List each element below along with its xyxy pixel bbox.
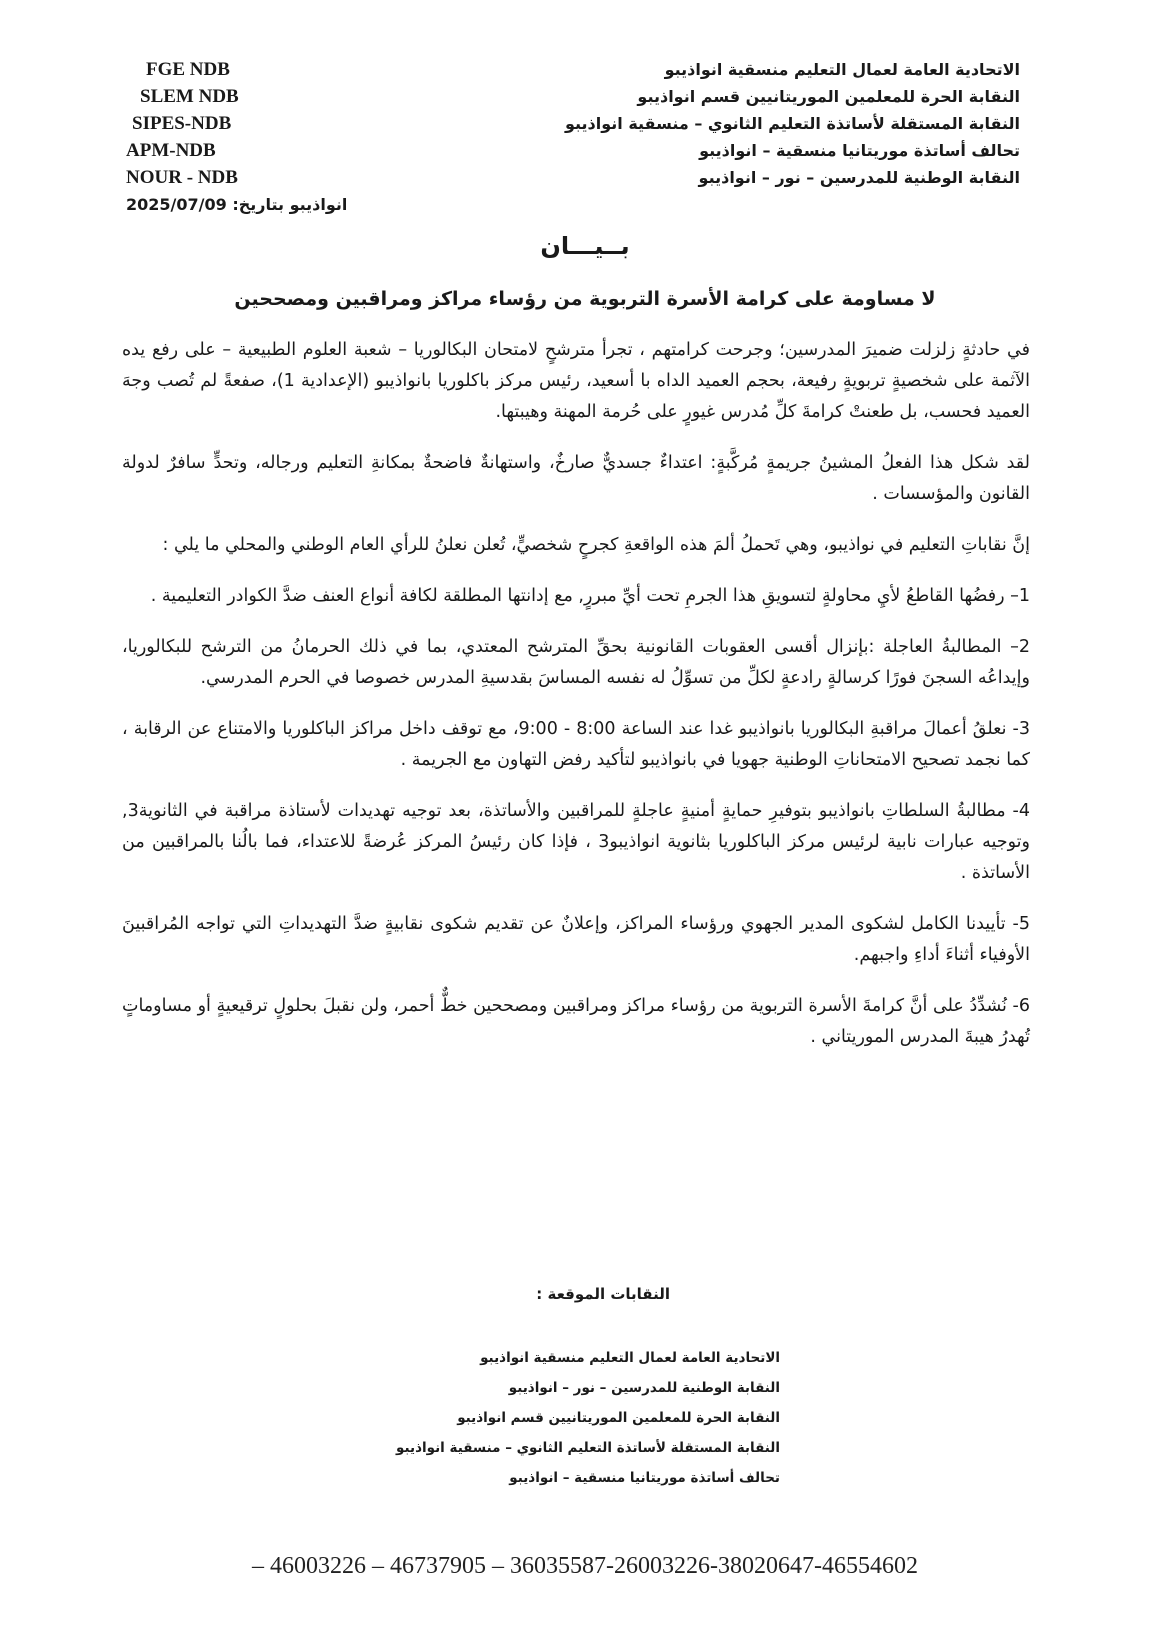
- union-name: النقابة الحرة للمعلمين الموريتانيين قسم انواذيبو: [637, 87, 1020, 106]
- paragraph: لقد شكل هذا الفعلُ المشينُ جريمةٍ مُركَّبةٍ: اعتداءٌ جسديٌّ صارخٌ، واستهانةٌ فاضحةٌ بمكانةِ التعليم ورجاله، وتحدٍّ سافرٌ لدولة القانون والمؤسسات .: [122, 453, 1030, 504]
- union-name: النقابة المستقلة لأساتذة التعليم الثانوي – منسقية انواذيبو: [564, 114, 1020, 133]
- paragraph: 6- نُشدِّدُ على أنَّ كرامةَ الأسرة التربوية من رؤساء مراكز ومراقبين ومصححين خطٌّ أحمر، ولن نقبلَ بحلولٍ ترقيعيةٍ أو مساوماتٍ تُهدرُ هيبةَ المدرس الموريتاني .: [122, 996, 1030, 1047]
- union-name: تحالف أساتذة موريتانيا منسقية – انواذيبو: [699, 141, 1020, 160]
- paragraph: 4- مطالبةُ السلطاتِ بانواذيبو بتوفيرِ حمايةٍ أمنيةٍ عاجلةٍ للمراقبين والأساتذة، بعد توجيه تهديدات لأستاذة مراقبة في الثانوية3, وتوجيه عبارات نابية لرئيس مركز الباكلوريا بثانوية انواذيبو3 ، فإذا كان رئيسُ المركز عُرضةً للاعتداء، فما بالُنا بالمراقبين من الأساتذة .: [122, 801, 1030, 883]
- union-code: FGE NDB: [146, 59, 230, 80]
- signatories-heading: النقابات الموقعة :: [536, 1285, 670, 1303]
- document-title: بــيـــان: [540, 232, 630, 260]
- phone-numbers-footer: – 46003226 – 46737905 – 36035587-26003226-38020647-46554602: [252, 1553, 918, 1579]
- union-names-header: [500, 56, 1020, 191]
- union-codes-header: [126, 56, 386, 218]
- union-code: NOUR - NDB: [126, 167, 238, 188]
- paragraph: 5- تأييدنا الكامل لشكوى المدير الجهوي ورؤساء المراكز، وإعلانٌ عن تقديم شكوى نقابيةٍ ضدَّ التهديداتِ التي تواجه المُراقبينَ الأوفياء أثناءَ أداءِ واجبهم.: [122, 914, 1030, 965]
- signatory: النقابة المستقلة لأساتذة التعليم الثانوي – منسقية انواذيبو: [396, 1440, 780, 1456]
- date-line: انواذيبو بتاريخ: 2025/07/09: [126, 195, 348, 214]
- union-code: SLEM NDB: [140, 86, 239, 107]
- signatory: تحالف أساتذة موريتانيا منسقية – انواذيبو: [509, 1470, 780, 1486]
- signatory: النقابة الحرة للمعلمين الموريتانيين قسم انواذيبو: [457, 1410, 780, 1426]
- paragraph: في حادثةٍ زلزلت ضميرَ المدرسين؛ وجرحت كرامتهم ، تجرأ مترشحٍ لامتحان البكالوريا – شعبة العلوم الطبيعية – على رفع يده الآثمة على شخصيةٍ تربويةٍ رفيعة، بحجم العميد الداه با أسعيد، رئيس مركز باكلوريا بانواذيبو (الإعدادية 1)، صفعةً لم تُصب وجهَ العميد فحسب، بل طعنتْ كرامةَ كلِّ مُدرس غيورٍ على حُرمة المهنة وهيبتها.: [122, 340, 1031, 422]
- paragraph: 3- نعلقُ أعمالَ مراقبةِ البكالوريا بانواذيبو غدا عند الساعة 8:00 - 9:00، مع توقف داخل مراكز الباكلوريا والامتناع عن الرقابة ، كما نجمد تصحيح الامتحاناتِ الوطنية جهويا في بانواذيبو لتأكيد رفض التهاون مع الجريمة .: [122, 719, 1030, 770]
- statement-body: [122, 335, 1030, 1073]
- union-name: النقابة الوطنية للمدرسين – نور – انواذيبو: [698, 168, 1020, 187]
- paragraph: 2– المطالبةُ العاجلة :بإنزال أقسى العقوبات القانونية بحقِّ المترشح المعتدي، بما في ذلك الحرمانُ من الترشح للبكالوريا، وإيداعُه السجنَ فورًا كرسالةٍ رادعةٍ لكلِّ من تسوِّلُ له نفسه المساسَ بقدسيةِ المدرس خصوصا في الحرم المدرسي.: [122, 637, 1030, 688]
- signatories-list: [360, 1343, 780, 1493]
- document-subtitle: لا مساومة على كرامة الأسرة التربوية من رؤساء مراكز ومراقبين ومصححين: [234, 288, 936, 310]
- union-name: الاتحادية العامة لعمال التعليم منسقية انواذيبو: [664, 60, 1020, 79]
- paragraph: إنَّ نقاباتِ التعليم في نواذيبو، وهي تَحملُ ألمَ هذه الواقعةِ كجرحٍ شخصيٍّ، تُعلن نعلنُ للرأي العام الوطني والمحلي ما يلي :: [162, 535, 1030, 555]
- union-code: APM-NDB: [126, 140, 216, 161]
- signatory: النقابة الوطنية للمدرسين – نور – انواذيبو: [508, 1380, 780, 1396]
- signatory: الاتحادية العامة لعمال التعليم منسقية انواذيبو: [480, 1350, 780, 1366]
- union-code: SIPES-NDB: [132, 113, 232, 134]
- paragraph: 1– رفضُها القاطعُ لأيِ محاولةٍ لتسويقِ هذا الجرمِ تحت أيِّ مبررٍ, مع إدانتها المطلقة لكافة أنواع العنف ضدَّ الكوادر التعليمية .: [150, 586, 1030, 606]
